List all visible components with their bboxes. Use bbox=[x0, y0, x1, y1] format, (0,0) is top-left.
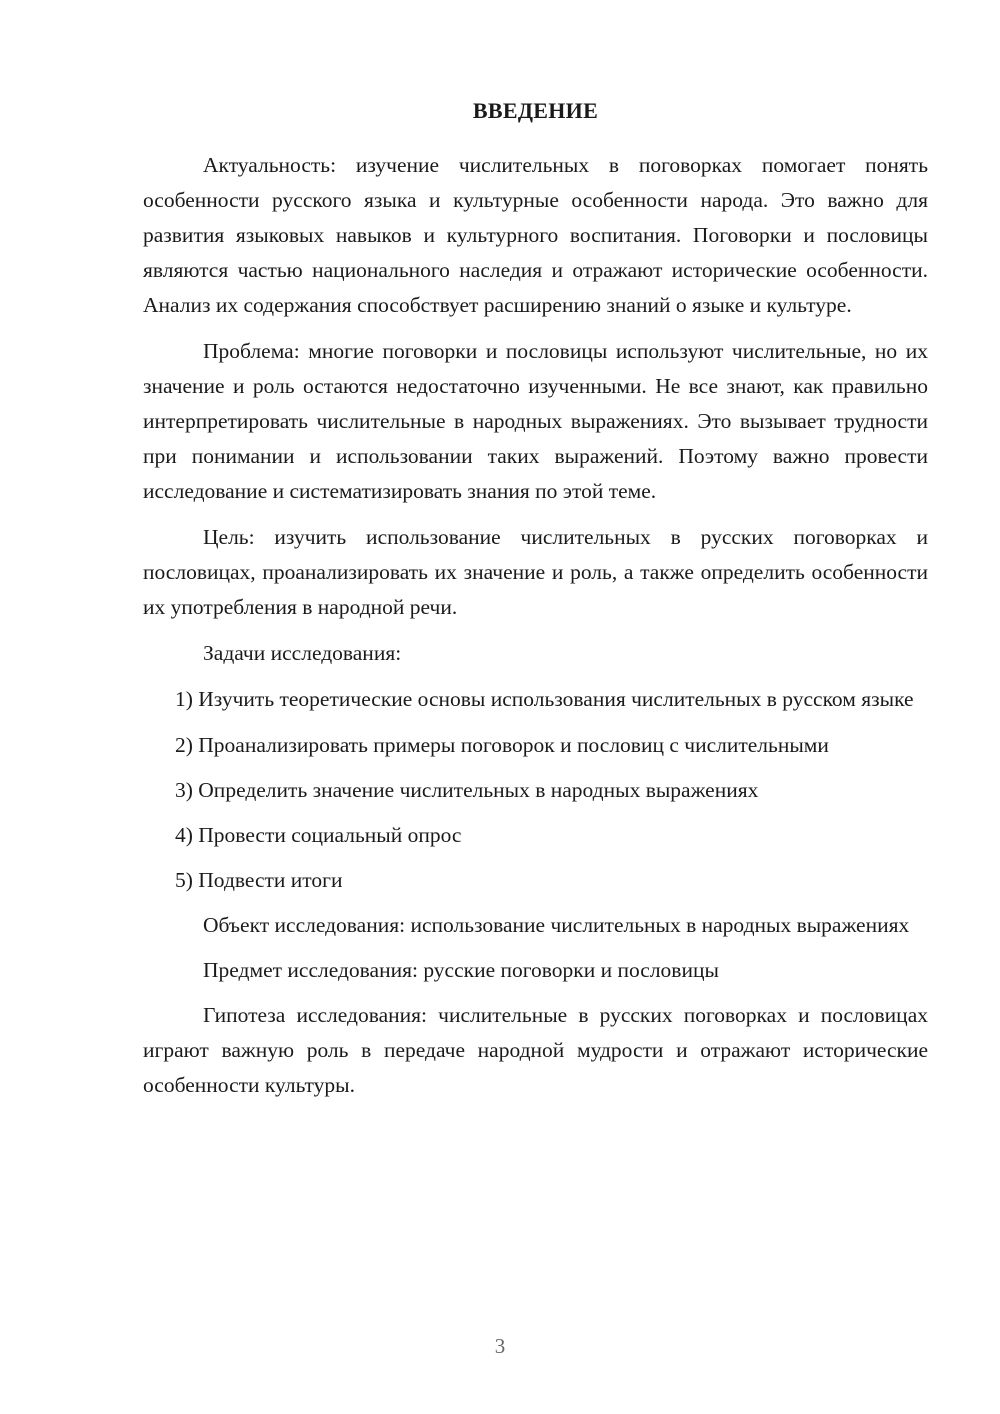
task-item-1: 1) Изучить теоретические основы использования числительных в русском языке bbox=[175, 687, 914, 711]
tasks-heading: Задачи исследования: bbox=[203, 641, 402, 665]
relevance-paragraph: Актуальность: изучение числительных в поговорках помогает понять особенности русского языка и культурные особенности народа. Это важно для развития языковых навыков и культурного воспитания. Поговорки и пословицы являются частью национального наследия и отражают исторические особенности. Анализ их содержания способствует расширению знаний о языке и культуре. bbox=[143, 153, 928, 317]
task-item-4: 4) Провести социальный опрос bbox=[175, 823, 462, 847]
problem-paragraph: Проблема: многие поговорки и пословицы используют числительные, но их значение и роль остаются недостаточно изученными. Не все знают, как правильно интерпретировать числительные в народных выражениях. Это вызывает трудности при понимании и использовании таких выражений. Поэтому важно провести исследование и систематизировать знания по этой теме. bbox=[143, 339, 928, 503]
goal-paragraph: Цель: изучить использование числительных в русских поговорках и пословицах, проанализировать их значение и роль, а также определить особенности их употребления в народной речи. bbox=[143, 525, 928, 619]
task-item-5: 5) Подвести итоги bbox=[175, 868, 343, 892]
object-paragraph: Объект исследования: использование числительных в народных выражениях bbox=[203, 913, 910, 937]
document-page bbox=[143, 96, 928, 1103]
task-item-2: 2) Проанализировать примеры поговорок и пословиц с числительными bbox=[175, 733, 829, 757]
task-item-3: 3) Определить значение числительных в народных выражениях bbox=[175, 778, 759, 802]
page-number: 3 bbox=[494, 1334, 506, 1358]
hypothesis-paragraph: Гипотеза исследования: числительные в русских поговорках и пословицах играют важную роль в передаче народной мудрости и отражают исторические особенности культуры. bbox=[143, 1003, 928, 1097]
document-title: ВВЕДЕНИЕ bbox=[472, 98, 599, 123]
subject-paragraph: Предмет исследования: русские поговорки и пословицы bbox=[203, 958, 719, 982]
tasks-list bbox=[143, 682, 928, 898]
